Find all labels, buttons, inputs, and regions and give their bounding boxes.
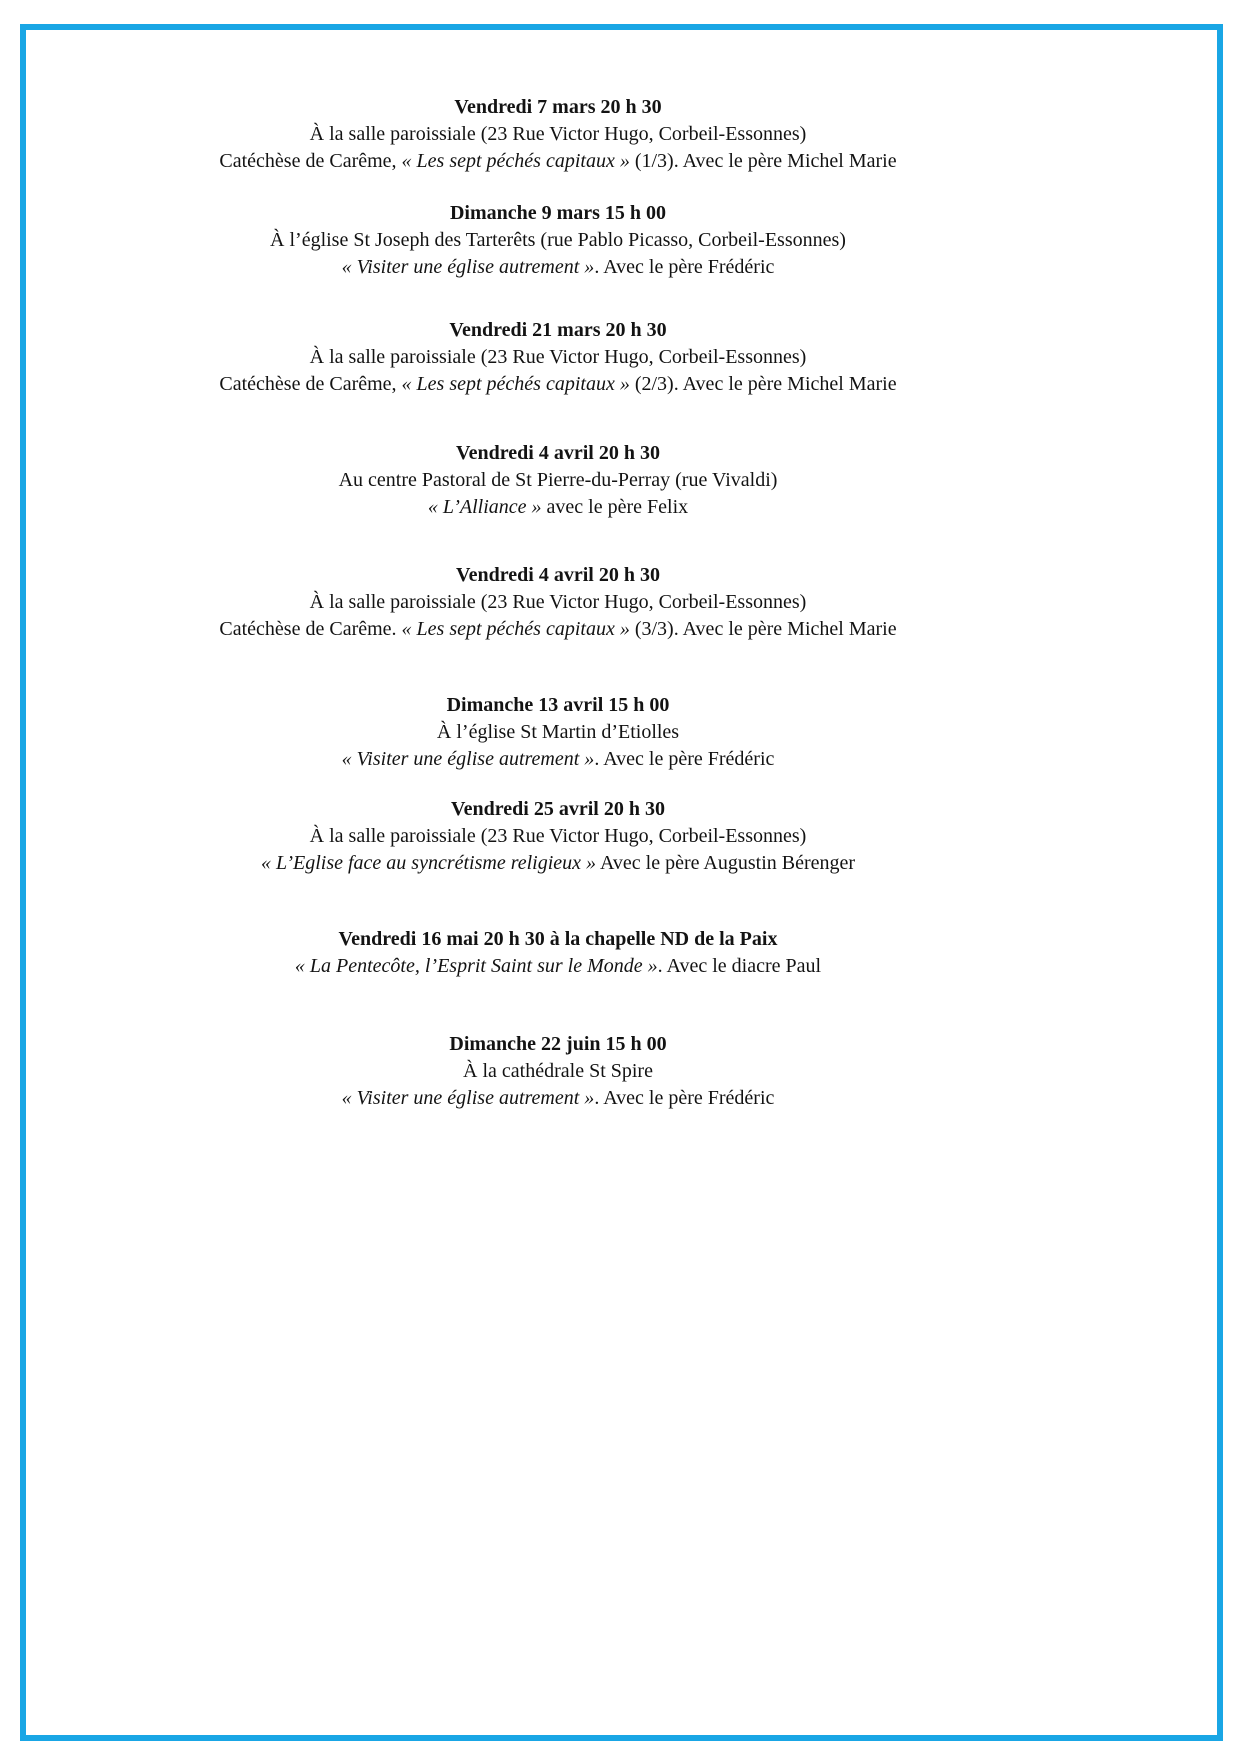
event-block [58,317,1058,398]
event-title: Vendredi 25 avril 20 h 30 [451,798,665,820]
line-text: Avec le père Augustin Bérenger [596,852,856,874]
event-location [58,589,1058,616]
quoted-title: « Visiter une église autrement » [341,256,595,278]
line-text: À la salle paroissiale (23 Rue Victor Hugo, Corbeil-Essonnes) [309,825,807,847]
event-block [58,926,1058,980]
event-block [58,440,1058,521]
event-title: Vendredi 4 avril 20 h 30 [456,442,660,464]
quoted-title: « L’Eglise face au syncrétisme religieux » [260,852,597,874]
line-text: avec le père Felix [541,496,689,518]
line-text: À la cathédrale St Spire [463,1060,653,1082]
line-text: Catéchèse de Carême, [219,150,402,172]
line-text: Au centre Pastoral de St Pierre-du-Perray (rue Vivaldi) [338,469,778,491]
event-description [58,1085,1058,1112]
line-text: À la salle paroissiale (23 Rue Victor Hugo, Corbeil-Essonnes) [309,123,807,145]
line-text: À la salle paroissiale (23 Rue Victor Hugo, Corbeil-Essonnes) [309,346,807,368]
line-text: À la salle paroissiale (23 Rue Victor Hugo, Corbeil-Essonnes) [309,591,807,613]
event-location [58,227,1058,254]
line-text: (3/3). Avec le père Michel Marie [629,618,897,640]
event-title: Vendredi 4 avril 20 h 30 [456,564,660,586]
quoted-title: « L’Alliance » [427,496,542,518]
event-description [58,746,1058,773]
event-block [58,1031,1058,1112]
event-description [58,616,1058,643]
events-list [58,0,1058,1112]
event-description [58,850,1058,877]
line-text: . Avec le père Frédéric [594,748,775,770]
line-text: . Avec le père Frédéric [594,1087,775,1109]
line-text: Catéchèse de Carême, [219,373,402,395]
event-title: Dimanche 13 avril 15 h 00 [446,694,670,716]
event-description [58,953,1058,980]
event-block [58,94,1058,175]
event-block [58,692,1058,773]
event-title: Dimanche 9 mars 15 h 00 [449,202,667,224]
event-location [58,719,1058,746]
quoted-title: « Visiter une église autrement » [341,1087,595,1109]
event-location [58,467,1058,494]
quoted-title: « Les sept péchés capitaux » [401,373,630,395]
line-text: . Avec le diacre Paul [657,955,822,977]
quoted-title: « Les sept péchés capitaux » [401,618,630,640]
event-location [58,121,1058,148]
event-title: Vendredi 16 mai 20 h 30 à la chapelle ND de la Paix [338,928,778,950]
quoted-title: « Les sept péchés capitaux » [401,150,630,172]
line-text: Catéchèse de Carême. [219,618,402,640]
line-text: À l’église St Martin d’Etiolles [436,721,680,743]
event-block [58,796,1058,877]
event-title: Vendredi 21 mars 20 h 30 [449,319,667,341]
event-location [58,1058,1058,1085]
event-description [58,371,1058,398]
event-description [58,148,1058,175]
event-description [58,254,1058,281]
event-block [58,200,1058,281]
line-text: À l’église St Joseph des Tarterêts (rue Pablo Picasso, Corbeil-Essonnes) [270,229,846,251]
event-description [58,494,1058,521]
line-text: (2/3). Avec le père Michel Marie [629,373,897,395]
event-block [58,562,1058,643]
event-location [58,344,1058,371]
line-text: . Avec le père Frédéric [594,256,775,278]
event-title: Dimanche 22 juin 15 h 00 [449,1033,667,1055]
line-text: (1/3). Avec le père Michel Marie [629,150,897,172]
event-location [58,823,1058,850]
quoted-title: « La Pentecôte, l’Esprit Saint sur le Monde » [294,955,658,977]
quoted-title: « Visiter une église autrement » [341,748,595,770]
event-title: Vendredi 7 mars 20 h 30 [454,96,662,118]
